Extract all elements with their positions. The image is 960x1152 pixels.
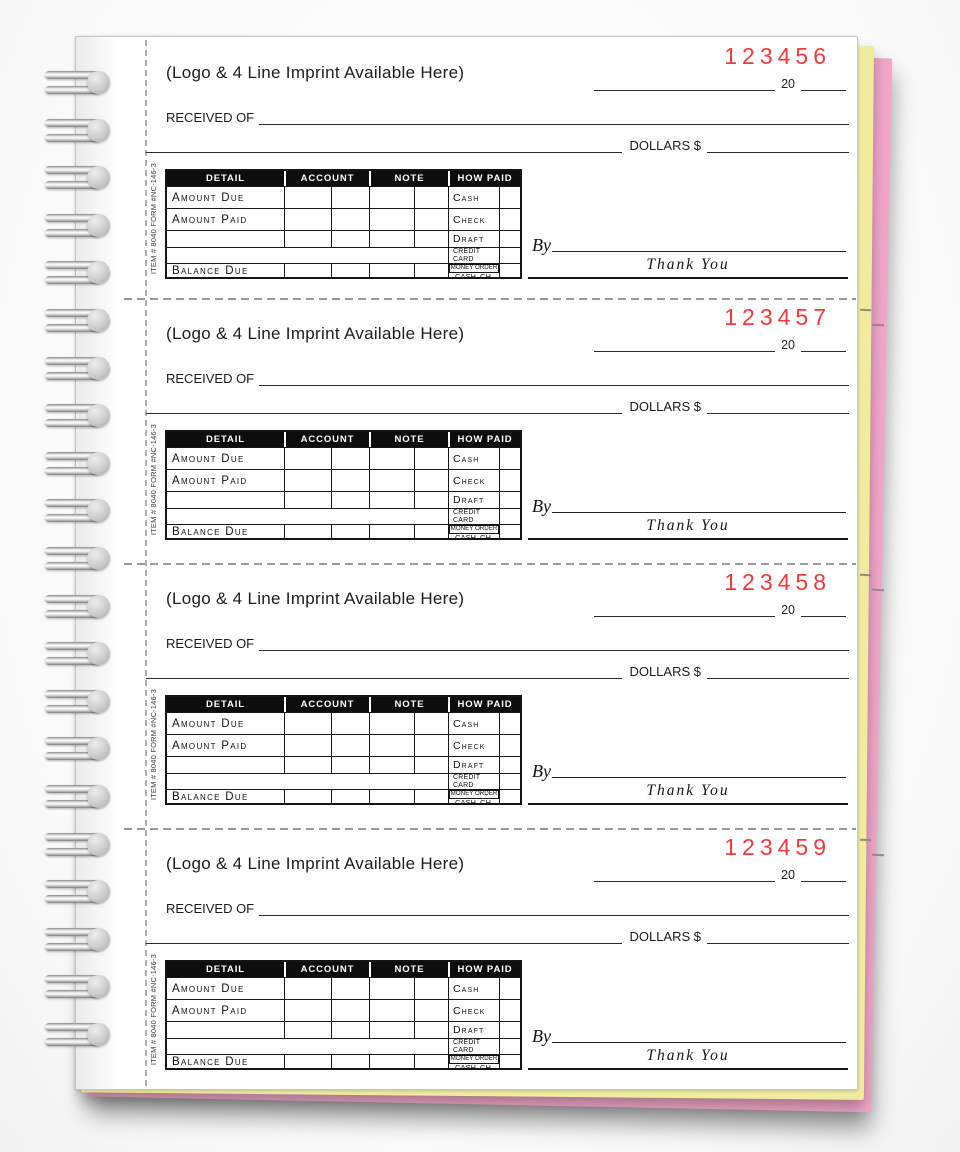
date-row xyxy=(594,603,846,617)
white-page xyxy=(75,36,858,1090)
date-row xyxy=(594,338,846,352)
account-cell xyxy=(331,186,369,208)
thank-you-label: Thank You xyxy=(646,782,730,799)
checkbox-cell xyxy=(499,208,520,230)
account-cell xyxy=(284,186,331,208)
checkbox-cell xyxy=(499,712,520,734)
note-cell xyxy=(369,999,414,1021)
header-note: NOTE xyxy=(369,171,448,186)
copy-edge-mark-yellow xyxy=(860,309,871,311)
checkbox-cell xyxy=(499,756,520,773)
receipt-number: 123457 xyxy=(724,304,831,330)
how-paid-credit-card: CREDIT CARD xyxy=(448,247,499,263)
by-blank xyxy=(552,1031,846,1043)
account-cell xyxy=(331,1021,369,1038)
note-cell xyxy=(369,186,414,208)
note-cell xyxy=(414,789,448,803)
receipt-number: 123456 xyxy=(724,43,831,69)
received-of-row xyxy=(166,635,849,651)
header-detail: DETAIL xyxy=(167,962,284,977)
row-label-balance-due: Balance Due xyxy=(167,524,284,538)
how-paid-cash-check: CASH. CH. xyxy=(455,532,493,542)
receipt-form xyxy=(146,563,856,828)
note-cell xyxy=(414,999,448,1021)
side-codes xyxy=(148,163,165,279)
header-detail: DETAIL xyxy=(167,432,284,447)
imprint-text: (Logo & 4 Line Imprint Available Here) xyxy=(166,589,465,608)
account-cell xyxy=(284,447,331,469)
spine-shade xyxy=(76,37,120,1089)
account-cell xyxy=(284,263,331,277)
year-blank xyxy=(801,338,846,352)
how-paid-cash: Cash xyxy=(448,186,499,208)
dollars-label: DOLLARS $ xyxy=(629,664,701,679)
note-cell xyxy=(414,469,448,491)
dollars-row xyxy=(146,663,849,679)
row-label-amount-due: Amount Due xyxy=(167,712,284,734)
header-how-paid: HOW PAID xyxy=(448,432,520,447)
detail-section xyxy=(148,424,848,542)
year-blank xyxy=(801,868,846,882)
account-cell xyxy=(284,208,331,230)
by-row xyxy=(528,498,848,515)
how-paid-cash: Cash xyxy=(448,712,499,734)
checkbox-cell xyxy=(499,1021,520,1038)
how-paid-money-order-cell xyxy=(448,524,499,542)
dollars-blank xyxy=(707,398,849,414)
account-cell xyxy=(331,1054,369,1068)
tear-line xyxy=(124,563,856,565)
row-label-amount-paid: Amount Paid xyxy=(167,208,284,230)
account-cell xyxy=(284,712,331,734)
account-cell xyxy=(331,712,369,734)
merged-blank-cell xyxy=(167,773,448,789)
checkbox-cell xyxy=(499,1038,520,1054)
item-number: ITEM # 8040 xyxy=(149,229,158,275)
how-paid-check: Check xyxy=(448,208,499,230)
dollars-row xyxy=(146,137,849,153)
how-paid-money-order: MONEY ORDER xyxy=(450,1055,498,1062)
note-cell xyxy=(414,977,448,999)
detail-cell xyxy=(167,1021,284,1038)
header-detail: DETAIL xyxy=(167,697,284,712)
checkbox-cell xyxy=(499,999,520,1021)
checkbox-cell xyxy=(499,773,520,789)
copy-edge-mark-pink xyxy=(872,589,884,591)
thank-you-label: Thank You xyxy=(646,517,730,534)
date-row xyxy=(594,77,846,91)
by-blank xyxy=(552,240,846,252)
header-note: NOTE xyxy=(369,962,448,977)
thank-you-label: Thank You xyxy=(646,1047,730,1064)
checkbox-cell xyxy=(499,789,520,803)
copy-edge-mark-pink xyxy=(872,324,884,326)
how-paid-cash: Cash xyxy=(448,977,499,999)
header-how-paid: HOW PAID xyxy=(448,171,520,186)
note-cell xyxy=(369,977,414,999)
how-paid-draft: Draft xyxy=(448,1021,499,1038)
dollars-blank xyxy=(707,928,849,944)
how-paid-cash-check: CASH. CH. xyxy=(455,797,493,807)
account-cell xyxy=(331,977,369,999)
how-paid-money-order-cell xyxy=(448,789,499,807)
forms-column xyxy=(146,37,856,1091)
received-of-row xyxy=(166,370,849,386)
row-label-balance-due: Balance Due xyxy=(167,1054,284,1068)
how-paid-cash: Cash xyxy=(448,447,499,469)
detail-table xyxy=(165,695,522,805)
merged-blank-cell xyxy=(167,247,448,263)
detail-cell xyxy=(167,491,284,508)
detail-table xyxy=(165,169,522,279)
dollars-label: DOLLARS $ xyxy=(629,929,701,944)
by-blank xyxy=(552,501,846,513)
side-codes xyxy=(148,424,165,540)
dollars-blank xyxy=(707,137,849,153)
account-cell xyxy=(284,789,331,803)
received-of-label: RECEIVED OF xyxy=(166,636,255,651)
note-cell xyxy=(369,712,414,734)
note-cell xyxy=(369,469,414,491)
dollars-label: DOLLARS $ xyxy=(629,138,701,153)
copy-edge-mark-pink xyxy=(872,854,884,856)
account-cell xyxy=(331,734,369,756)
account-cell xyxy=(284,977,331,999)
how-paid-draft: Draft xyxy=(448,491,499,508)
row-label-amount-paid: Amount Paid xyxy=(167,999,284,1021)
date-blank xyxy=(594,868,775,882)
header-account: ACCOUNT xyxy=(284,962,369,977)
checkbox-cell xyxy=(499,447,520,469)
note-cell xyxy=(414,263,448,277)
dollars-blank xyxy=(707,663,849,679)
account-cell xyxy=(284,734,331,756)
how-paid-check: Check xyxy=(448,734,499,756)
year-label: 20 xyxy=(781,338,795,352)
received-of-blank xyxy=(259,109,849,125)
note-cell xyxy=(414,491,448,508)
by-label: By xyxy=(532,761,551,781)
receipt-form xyxy=(146,828,856,1091)
note-cell xyxy=(369,491,414,508)
row-label-balance-due: Balance Due xyxy=(167,789,284,803)
dollars-row xyxy=(146,928,849,944)
imprint-text: (Logo & 4 Line Imprint Available Here) xyxy=(166,854,465,873)
account-cell xyxy=(331,789,369,803)
by-section xyxy=(528,430,848,540)
form-number: FORM #NC-146-3 xyxy=(149,424,158,488)
imprint-text: (Logo & 4 Line Imprint Available Here) xyxy=(166,63,465,82)
receipt-number: 123458 xyxy=(724,569,831,595)
how-paid-check: Check xyxy=(448,999,499,1021)
received-of-row xyxy=(166,109,849,125)
receipt-book xyxy=(75,36,858,1090)
received-of-blank xyxy=(259,370,849,386)
header-account: ACCOUNT xyxy=(284,697,369,712)
note-cell xyxy=(414,230,448,247)
note-cell xyxy=(414,712,448,734)
how-paid-draft: Draft xyxy=(448,756,499,773)
by-row xyxy=(528,763,848,780)
note-cell xyxy=(369,1054,414,1068)
note-cell xyxy=(369,447,414,469)
receipt-form xyxy=(146,298,856,563)
account-cell xyxy=(331,756,369,773)
note-cell xyxy=(369,524,414,538)
account-cell xyxy=(331,491,369,508)
form-number: FORM #NC-146-3 xyxy=(149,163,158,227)
amount-words-blank xyxy=(146,137,622,153)
year-label: 20 xyxy=(781,868,795,882)
side-codes xyxy=(148,954,165,1070)
tear-line xyxy=(124,298,856,300)
how-paid-cash-check: CASH. CH. xyxy=(455,271,493,281)
detail-section xyxy=(148,689,848,807)
how-paid-credit-card: CREDIT CARD xyxy=(448,508,499,524)
by-section xyxy=(528,960,848,1070)
received-of-blank xyxy=(259,635,849,651)
checkbox-cell xyxy=(499,247,520,263)
note-cell xyxy=(414,524,448,538)
note-cell xyxy=(414,734,448,756)
received-of-label: RECEIVED OF xyxy=(166,371,255,386)
note-cell xyxy=(369,208,414,230)
account-cell xyxy=(284,524,331,538)
how-paid-money-order: MONEY ORDER xyxy=(450,525,498,532)
amount-words-blank xyxy=(146,928,622,944)
detail-cell xyxy=(167,230,284,247)
by-row xyxy=(528,237,848,254)
merged-blank-cell xyxy=(167,1038,448,1054)
form-number: FORM #NC-146-3 xyxy=(149,954,158,1018)
note-cell xyxy=(369,756,414,773)
how-paid-cash-check: CASH. CH. xyxy=(455,1062,493,1072)
note-cell xyxy=(369,734,414,756)
by-section xyxy=(528,695,848,805)
how-paid-money-order: MONEY ORDER xyxy=(450,790,498,797)
item-number: ITEM # 8040 xyxy=(149,755,158,801)
note-cell xyxy=(414,1054,448,1068)
date-row xyxy=(594,868,846,882)
header-note: NOTE xyxy=(369,432,448,447)
note-cell xyxy=(369,789,414,803)
note-cell xyxy=(369,1021,414,1038)
note-cell xyxy=(414,1021,448,1038)
form-number: FORM #NC-146-3 xyxy=(149,689,158,753)
header-account: ACCOUNT xyxy=(284,171,369,186)
received-of-label: RECEIVED OF xyxy=(166,110,255,125)
how-paid-money-order-cell xyxy=(448,263,499,281)
account-cell xyxy=(331,469,369,491)
how-paid-credit-card: CREDIT CARD xyxy=(448,1038,499,1054)
side-codes xyxy=(148,689,165,805)
checkbox-cell xyxy=(499,491,520,508)
note-cell xyxy=(369,230,414,247)
date-blank xyxy=(594,77,775,91)
row-label-amount-paid: Amount Paid xyxy=(167,469,284,491)
header-detail: DETAIL xyxy=(167,171,284,186)
account-cell xyxy=(331,263,369,277)
date-blank xyxy=(594,338,775,352)
header-account: ACCOUNT xyxy=(284,432,369,447)
checkbox-cell xyxy=(499,524,520,538)
header-note: NOTE xyxy=(369,697,448,712)
row-label-amount-due: Amount Due xyxy=(167,186,284,208)
year-blank xyxy=(801,77,846,91)
account-cell xyxy=(331,524,369,538)
detail-cell xyxy=(167,756,284,773)
account-cell xyxy=(284,491,331,508)
header-how-paid: HOW PAID xyxy=(448,962,520,977)
note-cell xyxy=(369,263,414,277)
detail-section xyxy=(148,163,848,281)
by-label: By xyxy=(532,235,551,255)
amount-words-blank xyxy=(146,398,622,414)
tear-line xyxy=(124,828,856,830)
account-cell xyxy=(331,208,369,230)
checkbox-cell xyxy=(499,230,520,247)
row-label-amount-paid: Amount Paid xyxy=(167,734,284,756)
account-cell xyxy=(284,756,331,773)
note-cell xyxy=(414,447,448,469)
received-of-label: RECEIVED OF xyxy=(166,901,255,916)
year-label: 20 xyxy=(781,77,795,91)
checkbox-cell xyxy=(499,186,520,208)
account-cell xyxy=(284,1021,331,1038)
thank-you-label: Thank You xyxy=(646,256,730,273)
row-label-amount-due: Amount Due xyxy=(167,977,284,999)
header-how-paid: HOW PAID xyxy=(448,697,520,712)
received-of-blank xyxy=(259,900,849,916)
account-cell xyxy=(331,447,369,469)
year-blank xyxy=(801,603,846,617)
checkbox-cell xyxy=(499,469,520,491)
by-label: By xyxy=(532,1026,551,1046)
account-cell xyxy=(331,230,369,247)
by-section xyxy=(528,169,848,279)
receipt-form xyxy=(146,37,856,298)
imprint-text: (Logo & 4 Line Imprint Available Here) xyxy=(166,324,465,343)
copy-edge-mark-yellow xyxy=(860,839,871,841)
detail-table xyxy=(165,430,522,540)
how-paid-check: Check xyxy=(448,469,499,491)
by-row xyxy=(528,1028,848,1045)
copy-edge-mark-yellow xyxy=(860,574,871,576)
detail-table xyxy=(165,960,522,1070)
how-paid-draft: Draft xyxy=(448,230,499,247)
account-cell xyxy=(284,230,331,247)
row-label-balance-due: Balance Due xyxy=(167,263,284,277)
account-cell xyxy=(331,999,369,1021)
account-cell xyxy=(284,469,331,491)
item-number: ITEM # 8040 xyxy=(149,490,158,536)
dollars-row xyxy=(146,398,849,414)
note-cell xyxy=(414,208,448,230)
checkbox-cell xyxy=(499,977,520,999)
account-cell xyxy=(284,999,331,1021)
note-cell xyxy=(414,186,448,208)
year-label: 20 xyxy=(781,603,795,617)
how-paid-money-order-cell xyxy=(448,1054,499,1072)
by-label: By xyxy=(532,496,551,516)
note-cell xyxy=(414,756,448,773)
how-paid-credit-card: CREDIT CARD xyxy=(448,773,499,789)
by-blank xyxy=(552,766,846,778)
item-number: ITEM # 8040 xyxy=(149,1020,158,1066)
checkbox-cell xyxy=(499,734,520,756)
amount-words-blank xyxy=(146,663,622,679)
received-of-row xyxy=(166,900,849,916)
detail-section xyxy=(148,954,848,1072)
checkbox-cell xyxy=(499,263,520,277)
date-blank xyxy=(594,603,775,617)
receipt-number: 123459 xyxy=(724,834,831,860)
checkbox-cell xyxy=(499,508,520,524)
account-cell xyxy=(284,1054,331,1068)
merged-blank-cell xyxy=(167,508,448,524)
checkbox-cell xyxy=(499,1054,520,1068)
how-paid-money-order: MONEY ORDER xyxy=(450,264,498,271)
row-label-amount-due: Amount Due xyxy=(167,447,284,469)
dollars-label: DOLLARS $ xyxy=(629,399,701,414)
